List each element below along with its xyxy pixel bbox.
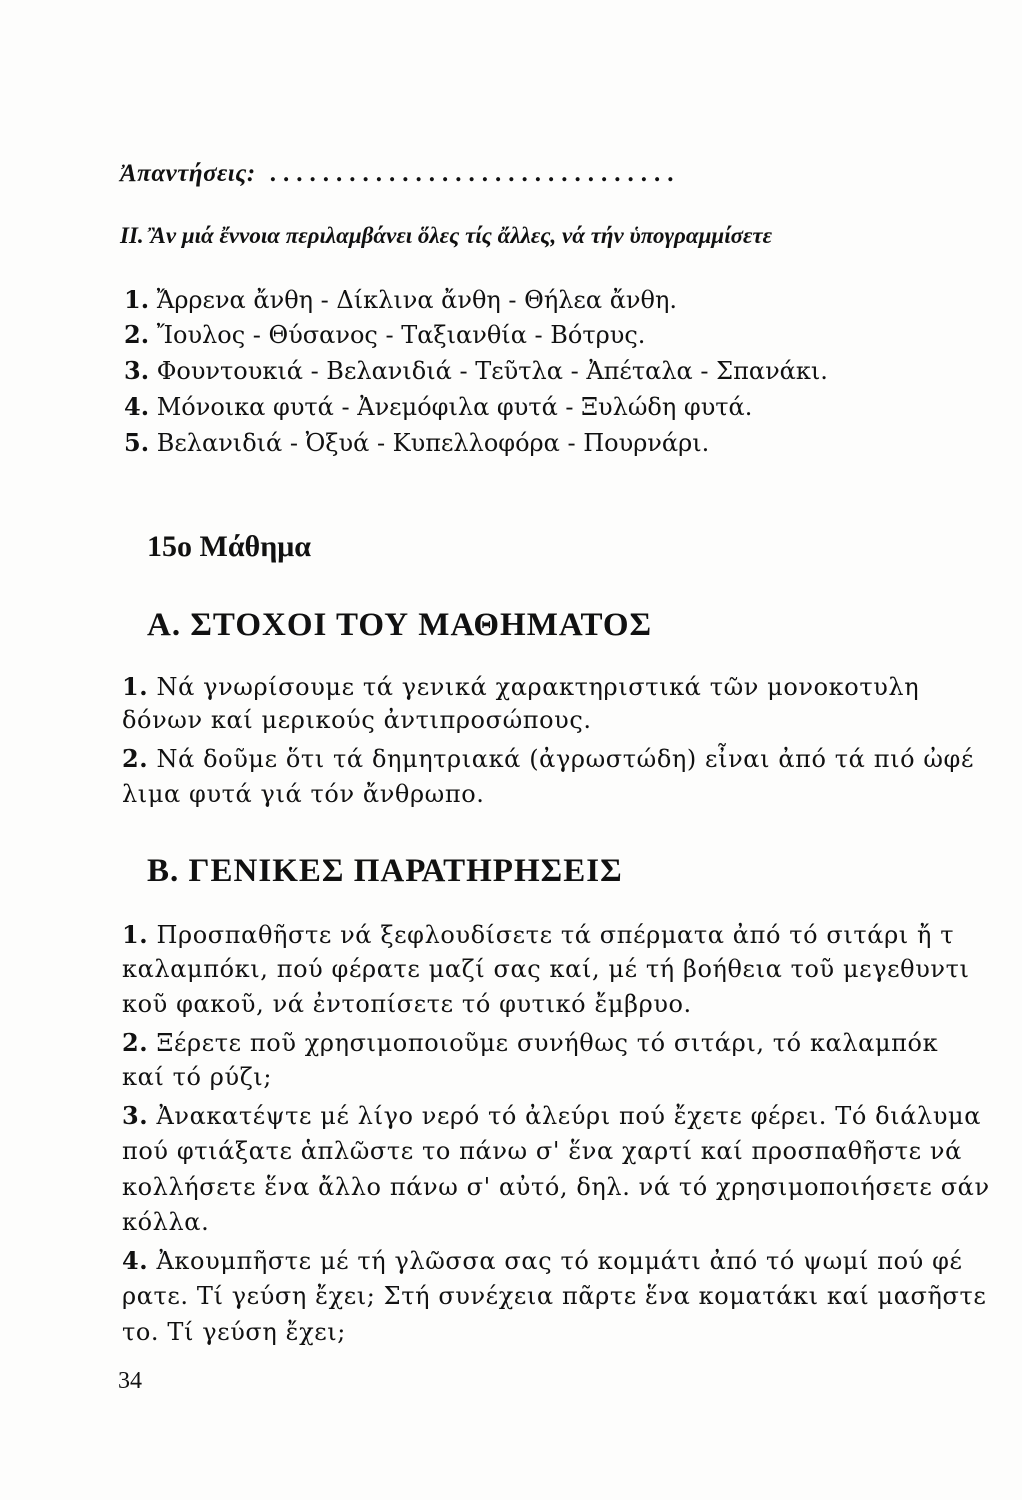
paragraph-line: κόλλα. (122, 1208, 210, 1236)
list-item: 4. Μόνοικα φυτά - Ἀνεμόφιλα φυτά - Ξυλώδη φυτά. (124, 392, 753, 421)
list-item: 1. Ἄρρενα ἄνθη - Δίκλινα ἄνθη - Θήλεα ἄνθη. (124, 285, 677, 314)
paragraph-line: 2. Ξέρετε ποῦ χρησιμοποιοῦμε συνήθως τό σιτάρι, τό καλαμπόκ (122, 1028, 939, 1057)
answers-label: Ἀπαντήσεις: (120, 160, 256, 187)
paragraph-line: λιμα φυτά γιά τόν ἄνθρωπο. (122, 780, 485, 808)
paragraph-line: το. Τί γεύση ἔχει; (122, 1318, 346, 1346)
answers-dots: ............................... (269, 160, 681, 187)
paragraph-line: 1. Προσπαθῆστε νά ξεφλουδίσετε τά σπέρματα ἀπό τό σιτάρι ἤ τ (122, 920, 955, 949)
paragraph-line: κοῦ φακοῦ, νά ἐντοπίσετε τό φυτικό ἔμβρυο. (122, 990, 692, 1018)
paragraph-line: 3. Ἀνακατέψτε μέ λίγο νερό τό ἀλεύρι πού ἔχετε φέρει. Τό διάλυμα (122, 1101, 982, 1130)
exercise-instruction: II. Ἂν μιά ἔννοια περιλαμβάνει ὅλες τίς ἄλλες, νά τήν ὑπογραμμίσετε (120, 223, 773, 248)
paragraph-line: πού φτιάξατε ἁπλῶστε το πάνω σ' ἕνα χαρτί καί προσπαθῆστε νά (122, 1137, 962, 1165)
lesson-title: 15ο Μάθημα (147, 530, 312, 563)
paragraph-line: κολλήσετε ἕνα ἄλλο πάνω σ' αὐτό, δηλ. νά τό χρησιμοποιήσετε σάν (122, 1173, 990, 1201)
paragraph-line: καί τό ρύζι; (122, 1063, 273, 1091)
section-a-heading: Α. ΣΤΟΧΟΙ ΤΟΥ ΜΑΘΗΜΑΤΟΣ (147, 607, 653, 643)
paragraph-line: ρατε. Τί γεύση ἔχει; Στή συνέχεια πᾶρτε ἕνα κοματάκι καί μασῆστε (122, 1282, 987, 1310)
page-number: 34 (118, 1368, 142, 1394)
list-item: 5. Βελανιδιά - Ὀξυά - Κυπελλοφόρα - Πουρνάρι. (124, 428, 710, 457)
paragraph-line: καλαμπόκι, πού φέρατε μαζί σας καί, μέ τή βοήθεια τοῦ μεγεθυντι (122, 955, 970, 983)
section-b-heading: Β. ΓΕΝΙΚΕΣ ΠΑΡΑΤΗΡΗΣΕΙΣ (147, 853, 623, 889)
list-item: 2. Ἴουλος - Θύσανος - Ταξιανθία - Βότρυς. (124, 320, 646, 349)
paragraph-line: δόνων καί μερικούς ἀντιπροσώπους. (122, 706, 592, 734)
list-item: 3. Φουντουκιά - Βελανιδιά - Τεῦτλα - Ἀπέταλα - Σπανάκι. (124, 356, 828, 385)
paragraph-line: 2. Νά δοῦμε ὅτι τά δημητριακά (ἀγρωστώδη) εἶναι ἀπό τά πιό ὠφέ (122, 744, 974, 773)
paragraph-line: 4. Ἀκουμπῆστε μέ τή γλῶσσα σας τό κομμάτι ἀπό τό ψωμί πού φέ (122, 1246, 963, 1275)
paragraph-line: 1. Νά γνωρίσουμε τά γενικά χαρακτηριστικά τῶν μονοκοτυλη (122, 672, 920, 701)
answers-line (120, 160, 1022, 188)
